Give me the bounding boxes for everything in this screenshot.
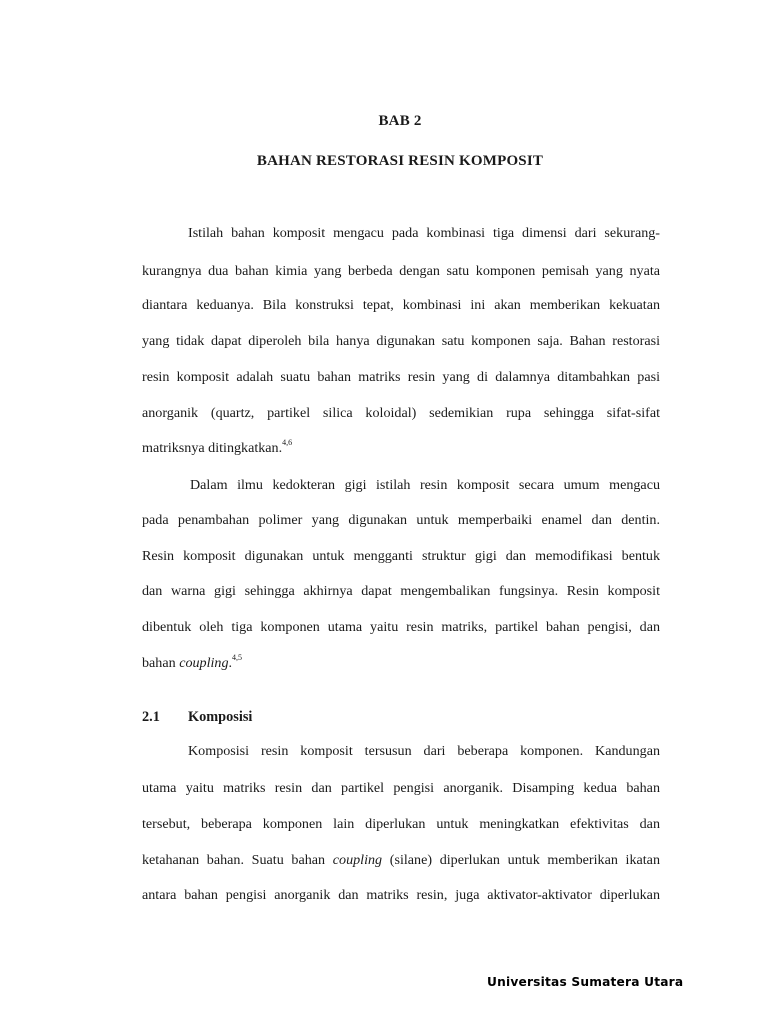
chapter-title: BAHAN RESTORASI RESIN KOMPOSIT [256,153,544,169]
paragraph-line: Dalam ilmu kedokteran gigi istilah resin komposit secara umum mengacu [190,477,660,493]
paragraph-line: resin komposit adalah suatu bahan matriks resin yang di dalamnya ditambahkan pasi [142,369,660,385]
paragraph-line: Resin komposit digunakan untuk mengganti struktur gigi dan memodifikasi bentuk [142,548,660,564]
paragraph-line: utama yaitu matriks resin dan partikel pengisi anorganik. Disamping kedua bahan [142,780,660,796]
paragraph-line: tersebut, beberapa komponen lain diperlukan untuk meningkatkan efektivitas dan [142,816,660,832]
paragraph-line: Komposisi resin komposit tersusun dari beberapa komponen. Kandungan [188,743,660,759]
citation-superscript: 4,5 [232,653,243,662]
chapter-number: BAB 2 [378,113,422,129]
paragraph-line [142,852,660,869]
italic-term: coupling [179,655,229,671]
paragraph-text: matriksnya ditingkatkan. [142,440,283,456]
paragraph-line: kurangnya dua bahan kimia yang berbeda dengan satu komponen pemisah yang nyata [142,263,660,279]
paragraph-line: dan warna gigi sehingga akhirnya dapat mengembalikan fungsinya. Resin komposit [142,583,660,599]
paragraph-text: (silane) diperlukan untuk memberikan ikatan [382,852,660,868]
paragraph-line: diantara keduanya. Bila konstruksi tepat, kombinasi ini akan memberikan kekuatan [142,297,660,313]
paragraph-line: Istilah bahan komposit mengacu pada kombinasi tiga dimensi dari sekurang- [188,225,660,241]
paragraph-line: anorganik (quartz, partikel silica koloidal) sedemikian rupa sehingga sifat-sifat [142,405,660,421]
citation-superscript: 4,6 [282,438,293,447]
paragraph-text: . [228,655,233,671]
paragraph-line: pada penambahan polimer yang digunakan untuk memperbaiki enamel dan dentin. [142,512,660,528]
paragraph-last-line [142,655,660,672]
university-footer: Universitas Sumatera Utara [487,975,684,989]
paragraph-line: yang tidak dapat diperoleh bila hanya digunakan satu komponen saja. Bahan restorasi [142,333,660,349]
italic-term: coupling [332,852,383,868]
paragraph-text: bahan [142,655,180,671]
paragraph-line: dibentuk oleh tiga komponen utama yaitu resin matriks, partikel bahan pengisi, dan [142,619,660,635]
paragraph-last-line [142,440,660,457]
paragraph-line: antara bahan pengisi anorganik dan matriks resin, juga aktivator-aktivator diperlukan [142,887,660,903]
section-number: 2.1 [142,709,160,725]
section-title: Komposisi [188,709,253,725]
paragraph-text: ketahanan bahan. Suatu bahan [142,852,333,868]
